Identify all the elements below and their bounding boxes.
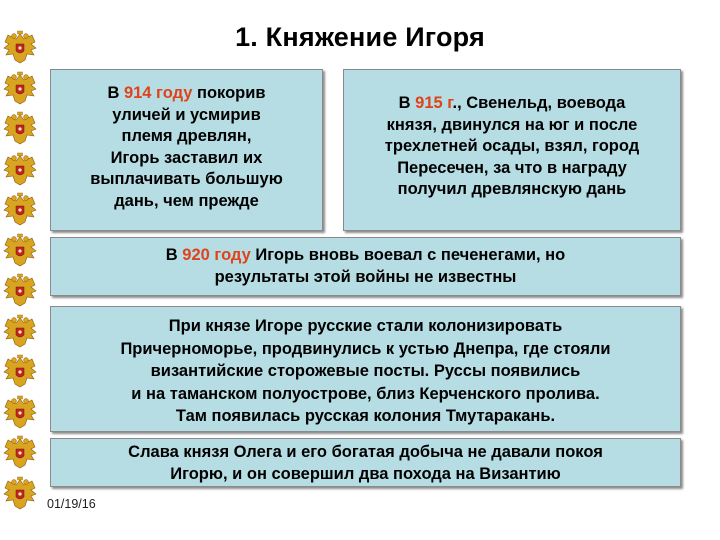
box-915-line-1 (344, 93, 680, 115)
box-914-line-2: уличей и усмирив (112, 105, 261, 124)
eagle-emblem-strip (3, 30, 39, 516)
box-914-line-3: племя древлян, (121, 127, 252, 145)
box-914-suffix: покорив (192, 84, 266, 102)
box-oleg-glory (50, 438, 681, 487)
box-920-prefix: В (165, 246, 183, 264)
box-year-914 (50, 69, 323, 231)
russian-double-headed-eagle-icon (3, 152, 37, 188)
page-title: 1. Княжение Игоря (235, 22, 485, 52)
box-914-line-6: дань, чем прежде (114, 191, 259, 210)
year-915-highlight: 915 г (415, 94, 453, 112)
box-914-line-4: Игорь заставил их (110, 148, 263, 167)
box-915-line-5: получил древлянскую дань (397, 180, 627, 198)
russian-double-headed-eagle-icon (3, 273, 37, 309)
box-915-suffix: ., Свенельд, воевода (452, 94, 626, 112)
russian-double-headed-eagle-icon (3, 71, 37, 107)
box-914-prefix: В (107, 84, 124, 102)
box-920-suffix: Игорь вновь воевал с печенегами, но (250, 246, 566, 264)
box-914-line-5: выплачивать большую (90, 170, 283, 188)
colonization-line-2: Причерноморье, продвинулись к устью Днепра, где стояли (120, 339, 611, 358)
box-914-line-1 (51, 83, 322, 105)
russian-double-headed-eagle-icon (3, 395, 37, 431)
russian-double-headed-eagle-icon (3, 111, 37, 147)
box-year-920 (50, 237, 681, 296)
box-915-line-4: Пересечен, за что в награду (397, 158, 627, 177)
colonization-line-5: Там появилась русская колония Тмутаракань. (175, 407, 556, 425)
box-colonization (50, 306, 681, 432)
box-920-line-1 (51, 245, 680, 267)
russian-double-headed-eagle-icon (3, 435, 37, 471)
russian-double-headed-eagle-icon (3, 192, 37, 228)
box-year-915 (343, 69, 681, 231)
russian-double-headed-eagle-icon (3, 476, 37, 512)
year-920-highlight: 920 году (182, 246, 251, 264)
colonization-line-3: византийские сторожевые посты. Руссы появились (150, 362, 581, 380)
slide-date: 01/19/16 (47, 497, 96, 511)
colonization-line-1: При князе Игоре русские стали колонизировать (168, 317, 563, 335)
box-915-line-3: трехлетней осады, взял, город (384, 137, 640, 155)
box-915-prefix: В (398, 94, 416, 112)
russian-double-headed-eagle-icon (3, 354, 37, 390)
russian-double-headed-eagle-icon (3, 314, 37, 350)
oleg-line-1: Слава князя Олега и его богатая добыча не давали покоя (128, 443, 603, 461)
box-915-line-2: князя, двинулся на юг и после (386, 115, 638, 134)
box-920-line-2: результаты этой войны не известны (214, 267, 517, 286)
year-914-highlight: 914 году (123, 84, 193, 102)
oleg-line-2: Игорю, и он совершил два похода на Византию (170, 464, 561, 483)
colonization-line-4: и на таманском полуострове, близ Керченского пролива. (131, 384, 600, 403)
russian-double-headed-eagle-icon (3, 233, 37, 269)
